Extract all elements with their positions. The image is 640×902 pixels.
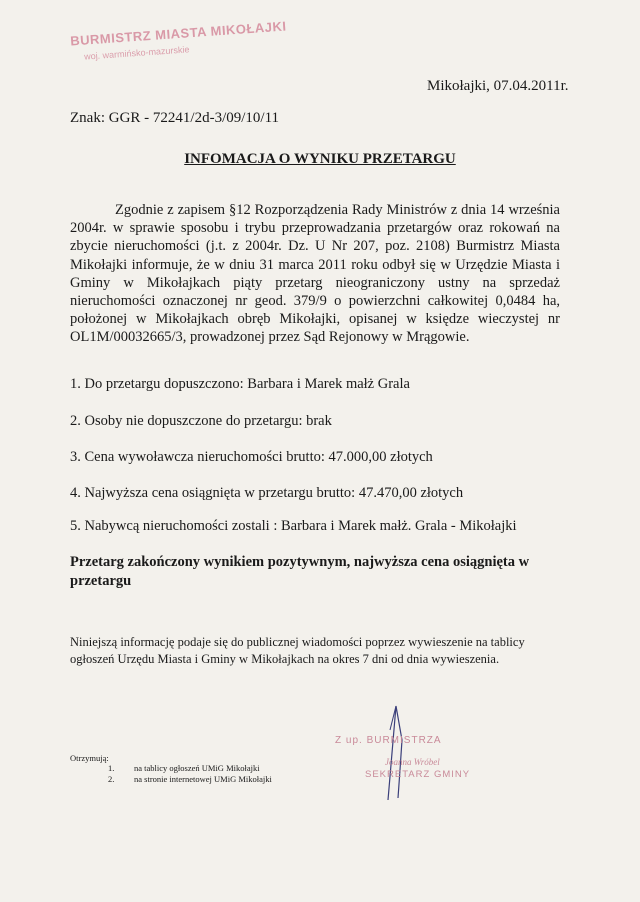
recipients-label: Otrzymują: [70,753,109,763]
reference-number: Znak: GGR - 72241/2d-3/09/10/11 [70,110,280,126]
list-item: 2. Osoby nie dopuszczone do przetargu: brak [70,413,332,429]
place-date: Mikołajki, 07.04.2011r. [427,78,569,94]
stamp-title: BURMISTRZ MIASTA MIKOŁAJKI [69,18,287,49]
signature-stamp-title: Z up. BURMISTRZA [335,735,442,746]
signature-stamp [335,735,471,805]
list-item: 4. Najwyższa cena osiągnięta w przetargu brutto: 47.470,00 złotych [70,485,464,501]
header-stamp [69,18,287,76]
list-item: 1. Do przetargu dopuszczono: Barbara i Marek małż Grala [70,376,410,392]
signature-stamp-role: SEKRETARZ GMINY [365,769,471,780]
body-paragraph: Zgodnie z zapisem §12 Rozporządzenia Rady Ministrów z dnia 14 września 2004r. w sprawie sposobu i trybu przeprowadzania przetargów oraz rokowań na zbycie nieruchomości (j.t. z 2004r. Dz. U Nr 207, poz. 2108) Burmistrz Miasta Mikołajki informuje, że w dniu 31 marca 2011 roku odbył się w Urzędzie Miasta i Gminy w Mikołajkach piąty przetarg nieograniczony ustny na sprzedaż nieruchomości oznaczonej nr geod. 379/9 o powierzchni całkowitej 0,0484 ha, położonej w Mikołajkach obręb Mikołajki, opisanej w księdze wieczystej nr OL1M/00032665/3, prowadzonej przez Sąd Rejonowy w Mrągowie. [70,202,560,346]
document-title: INFOMACJA O WYNIKU PRZETARGU [184,151,456,167]
public-notice: Niniejszą informację podaje się do publicznej wiadomości poprzez wywieszenie na tablicy ogłoszeń Urzędu Miasta i Gminy w Mikołajkach na okres 7 dni od dnia wywieszenia. [70,635,525,666]
list-item: 1. na tablicy ogłoszeń UMiG Mikołajki [108,763,260,773]
list-item: 2. na stronie internetowej UMiG Mikołajki [108,773,272,784]
signature-stamp-name: Joanna Wróbel [385,757,440,767]
summary-statement: Przetarg zakończony wynikiem pozytywnym, najwyższa cena osiągnięta w przetargu [70,554,530,589]
recipients-list [108,763,272,784]
stamp-subtitle: woj. warmińsko-mazurskie [83,44,190,62]
list-item: 5. Nabywcą nieruchomości zostali : Barbara i Marek małż. Grala - Mikołajki [70,518,517,534]
list-item: 3. Cena wywoławcza nieruchomości brutto: 47.000,00 złotych [70,449,433,465]
